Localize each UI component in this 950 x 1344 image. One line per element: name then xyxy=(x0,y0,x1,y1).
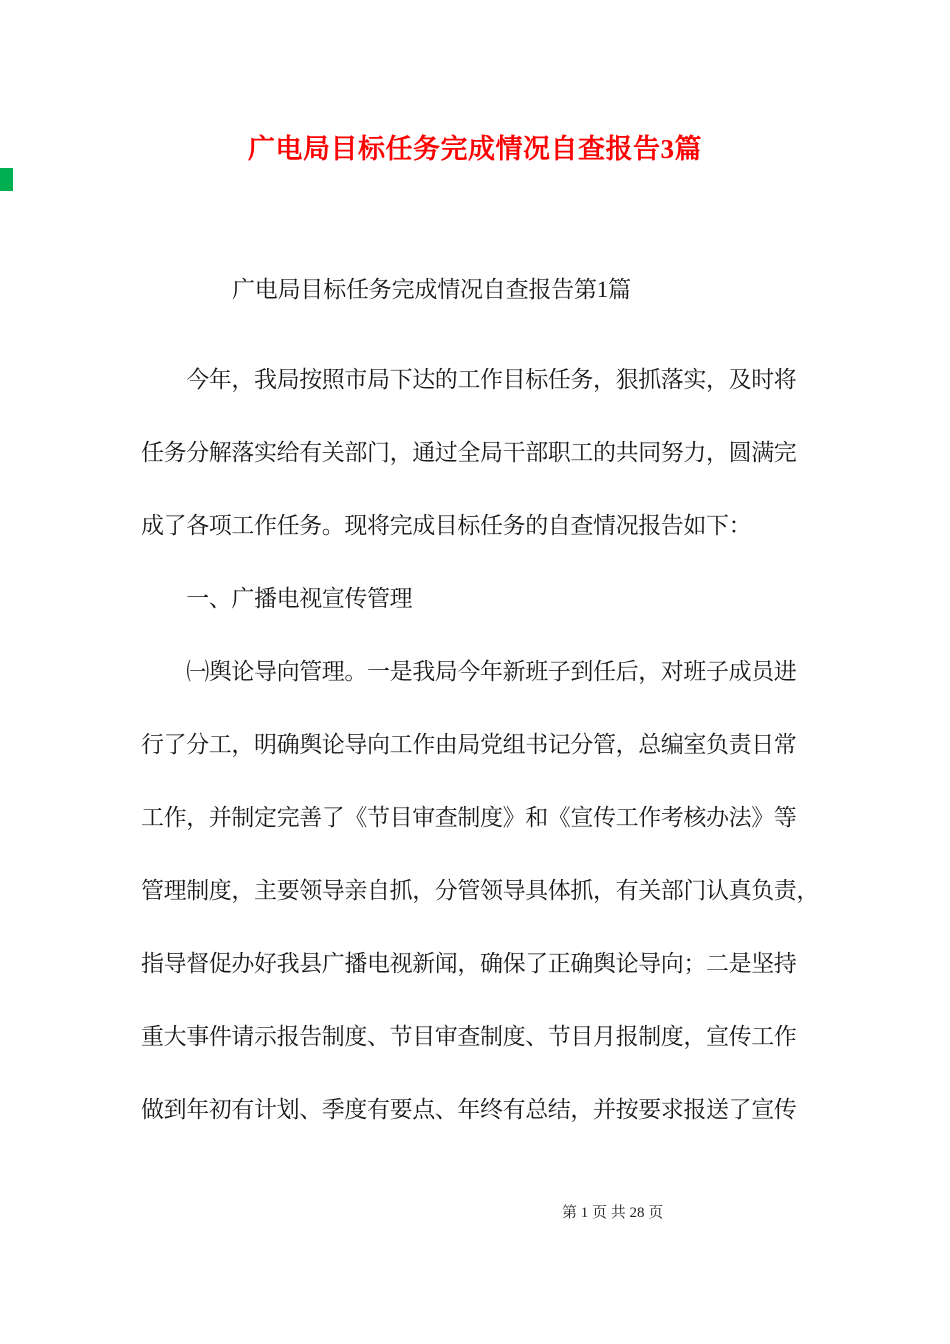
text-line: 任务分解落实给有关部门，通过全局干部职工的共同努力，圆满完 xyxy=(141,440,797,465)
text-line: 重大事件请示报告制度、节目审查制度、节目月报制度，宣传工作 xyxy=(141,1024,797,1049)
heading-text: 一、广播电视宣传管理 xyxy=(141,586,413,611)
section-heading xyxy=(141,562,851,635)
text-line: 指导督促办好我县广播电视新闻，确保了正确舆论导向；二是坚持 xyxy=(141,951,797,976)
page-footer: 第 1 页 共 28 页 xyxy=(562,1205,664,1221)
text-line: 成了各项工作任务。现将完成目标任务的自查情况报告如下： xyxy=(141,513,752,538)
document-title: 广电局目标任务完成情况自查报告3篇 xyxy=(248,134,702,164)
text-line: 行了分工，明确舆论导向工作由局党组书记分管，总编室负责日常 xyxy=(141,732,797,757)
text-line: 管理制度，主要领导亲自抓，分管领导具体抓，有关部门认真负责， xyxy=(141,878,820,903)
text-line: 今年，我局按照市局下达的工作目标任务，狠抓落实，及时将 xyxy=(141,367,797,392)
text-line: 做到年初有计划、季度有要点、年终有总结，并按要求报送了宣传 xyxy=(141,1097,797,1122)
green-marker xyxy=(0,168,13,191)
paragraph-2 xyxy=(141,635,851,1146)
text-line: ㈠舆论导向管理。一是我局今年新班子到任后，对班子成员进 xyxy=(141,659,797,684)
paragraph-1 xyxy=(141,343,851,562)
section-subtitle: 广电局目标任务完成情况自查报告第1篇 xyxy=(232,277,631,302)
text-line: 工作，并制定完善了《节目审查制度》和《宣传工作考核办法》等 xyxy=(141,805,797,830)
